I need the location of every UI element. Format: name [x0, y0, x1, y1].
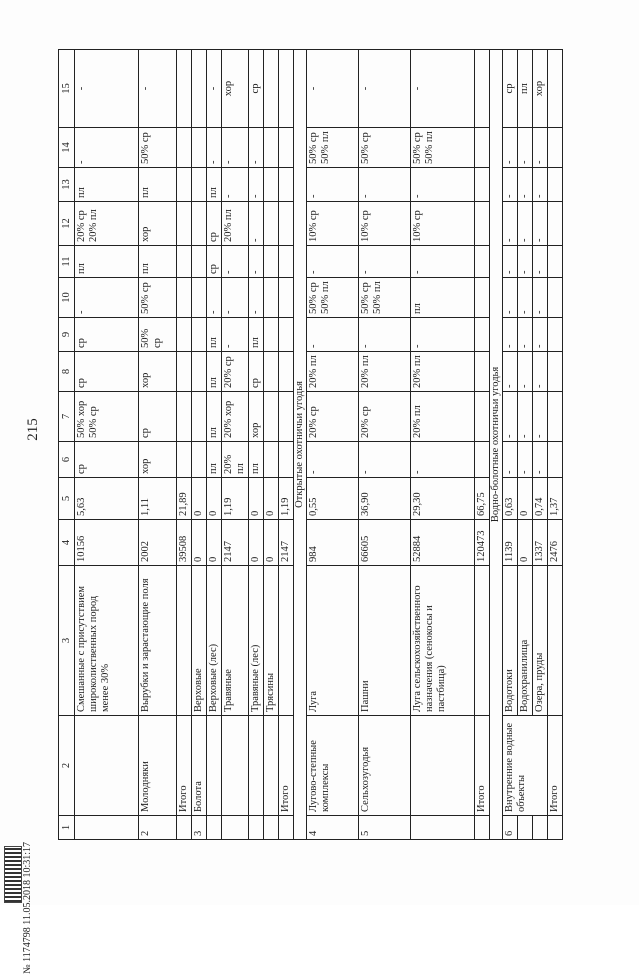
table-cell: 66605: [359, 520, 411, 566]
subtotal-row: [279, 50, 294, 840]
table-cell: 1,19: [222, 478, 249, 520]
table-cell: [475, 318, 490, 352]
table-cell: Верховые: [192, 566, 207, 716]
table-cell: -: [222, 318, 249, 352]
table-cell: 50% ср 50% пл: [411, 128, 475, 168]
section-title: Открытые охотничьи угодья: [294, 50, 307, 840]
table-cell: -: [518, 352, 533, 392]
table-cell: 52884: [411, 520, 475, 566]
table-cell: [475, 392, 490, 442]
table-cell: ср: [503, 50, 518, 128]
table-cell: 2002: [139, 520, 177, 566]
table-cell: [264, 716, 279, 816]
table-cell: 29,30: [411, 478, 475, 520]
table-cell: пл: [207, 352, 222, 392]
table-cell: 0: [249, 478, 264, 520]
table-cell: ср: [75, 352, 139, 392]
table-cell: -: [411, 50, 475, 128]
table-cell: -: [207, 128, 222, 168]
table-cell: 1337: [533, 520, 548, 566]
header-cell: 8: [59, 352, 75, 392]
table-cell: [177, 202, 192, 246]
table-cell: -: [533, 392, 548, 442]
table-cell: Лугово-степные комплексы: [307, 716, 359, 816]
header-cell: 6: [59, 442, 75, 478]
table-cell: 50% ср: [139, 318, 177, 352]
table-cell: 20% ср 20% пл: [75, 202, 139, 246]
table-cell: -: [307, 246, 359, 278]
table-cell: [177, 50, 192, 128]
table-cell: [279, 278, 294, 318]
table-cell: 0: [249, 520, 264, 566]
table-cell: Итого: [475, 716, 490, 816]
table-cell: 2147: [222, 520, 249, 566]
table-cell: [548, 352, 563, 392]
subtotal-row: [177, 50, 192, 840]
table-cell: -: [307, 442, 359, 478]
table-cell: Смешанные с присутствием широколиственных пород менее 30%: [75, 566, 139, 716]
table-cell: Итого: [279, 716, 294, 816]
table-cell: 0: [518, 478, 533, 520]
table-cell: [177, 318, 192, 352]
table-cell: 5,63: [75, 478, 139, 520]
table-cell: пл: [249, 442, 264, 478]
table-cell: Сельхозугодья: [359, 716, 411, 816]
table-cell: [518, 816, 533, 840]
table-cell: -: [359, 50, 411, 128]
table-cell: 66,75: [475, 478, 490, 520]
table-cell: [548, 816, 563, 840]
table-cell: ср: [207, 202, 222, 246]
table-cell: 0: [264, 520, 279, 566]
table-cell: -: [503, 202, 518, 246]
table-cell: -: [222, 168, 249, 202]
table-cell: [192, 128, 207, 168]
table-row: [222, 50, 249, 840]
table-row: [75, 50, 139, 840]
table-cell: 0: [192, 520, 207, 566]
table-cell: 50% ср: [139, 128, 177, 168]
table-cell: пл: [75, 246, 139, 278]
table-cell: [177, 278, 192, 318]
table-cell: -: [533, 128, 548, 168]
table-cell: [279, 128, 294, 168]
table-cell: [475, 246, 490, 278]
header-cell: 15: [59, 50, 75, 128]
table-cell: [548, 128, 563, 168]
table-cell: 1,19: [279, 478, 294, 520]
table-cell: ср: [207, 246, 222, 278]
table-cell: [475, 202, 490, 246]
table-cell: [279, 816, 294, 840]
table-cell: Внутренние водные объекты: [503, 716, 548, 816]
table-cell: Вырубки и зарастающие поля: [139, 566, 177, 716]
table-cell: -: [359, 318, 411, 352]
table-cell: 1,11: [139, 478, 177, 520]
table-cell: [264, 392, 279, 442]
table-cell: Пашни: [359, 566, 411, 716]
table-cell: 0,74: [533, 478, 548, 520]
table-cell: -: [75, 50, 139, 128]
table-cell: 10% ср: [307, 202, 359, 246]
table-cell: [177, 566, 192, 716]
table-cell: [548, 442, 563, 478]
table-cell: -: [307, 50, 359, 128]
table-cell: [192, 278, 207, 318]
table-cell: 0: [207, 520, 222, 566]
header-cell: 9: [59, 318, 75, 352]
table-cell: -: [518, 392, 533, 442]
table-cell: 1139: [503, 520, 518, 566]
header-cell: 10: [59, 278, 75, 318]
table-cell: -: [533, 168, 548, 202]
table-cell: [475, 128, 490, 168]
table-cell: 20% хор: [222, 392, 249, 442]
table-cell: -: [533, 442, 548, 478]
table-cell: Водотоки: [503, 566, 518, 716]
table-row: [307, 50, 359, 840]
table-cell: -: [503, 246, 518, 278]
table-cell: [264, 442, 279, 478]
header-cell: 7: [59, 392, 75, 442]
table-cell: [192, 392, 207, 442]
table-cell: [548, 278, 563, 318]
table-cell: [279, 442, 294, 478]
table-cell: -: [503, 278, 518, 318]
table-cell: 20% ср: [359, 392, 411, 442]
table-cell: [264, 318, 279, 352]
table-cell: -: [139, 50, 177, 128]
table-cell: [264, 168, 279, 202]
table-cell: пл: [207, 318, 222, 352]
table-cell: [279, 318, 294, 352]
table-cell: -: [359, 246, 411, 278]
table-cell: [75, 716, 139, 816]
table-cell: 39508: [177, 520, 192, 566]
table-cell: ср: [249, 352, 264, 392]
header-cell: 12: [59, 202, 75, 246]
table-cell: 50% ср 50% пл: [307, 128, 359, 168]
table-cell: -: [249, 128, 264, 168]
table-cell: 36,90: [359, 478, 411, 520]
table-cell: [177, 816, 192, 840]
table-cell: [411, 816, 475, 840]
table-cell: [264, 816, 279, 840]
section-row: [294, 50, 307, 840]
table-cell: [475, 352, 490, 392]
table-cell: -: [533, 352, 548, 392]
table-cell: [548, 246, 563, 278]
table-cell: [279, 202, 294, 246]
table-cell: -: [411, 246, 475, 278]
table-cell: 0,55: [307, 478, 359, 520]
table-cell: пл: [411, 278, 475, 318]
table-row: [139, 50, 177, 840]
table-cell: [548, 566, 563, 716]
table-cell: [548, 202, 563, 246]
table-cell: хор: [249, 392, 264, 442]
table-cell: 1,37: [548, 478, 563, 520]
table-cell: -: [207, 278, 222, 318]
table-cell: хор: [533, 50, 548, 128]
table-cell: 0: [264, 478, 279, 520]
table-cell: [279, 50, 294, 128]
table-cell: [475, 278, 490, 318]
table-cell: [279, 168, 294, 202]
table-cell: [177, 128, 192, 168]
table-cell: 50% ср 50% пл: [359, 278, 411, 318]
table-cell: -: [518, 246, 533, 278]
table-cell: ср: [139, 392, 177, 442]
table-cell: -: [207, 50, 222, 128]
table-cell: Травяные (лес): [249, 566, 264, 716]
table-cell: [279, 392, 294, 442]
table-cell: 6: [503, 816, 518, 840]
rotated-table-container: [58, 50, 563, 840]
table-row: [503, 50, 518, 840]
table-cell: 0,63: [503, 478, 518, 520]
table-cell: [222, 716, 249, 816]
table-cell: 2476: [548, 520, 563, 566]
page-number: 215: [24, 418, 41, 441]
table-cell: пл: [249, 318, 264, 352]
table-cell: -: [518, 318, 533, 352]
table-cell: -: [222, 278, 249, 318]
table-cell: -: [249, 202, 264, 246]
table-cell: -: [503, 392, 518, 442]
table-cell: 20% пл: [307, 352, 359, 392]
table-cell: -: [359, 442, 411, 478]
table-cell: -: [503, 442, 518, 478]
header-row: [59, 50, 75, 840]
table-cell: пл: [207, 442, 222, 478]
table-cell: Луга сельскохозяйственного назначения (сенокосы и пастбища): [411, 566, 475, 716]
table-cell: хор: [139, 442, 177, 478]
table-cell: 3: [192, 816, 207, 840]
table-cell: 120473: [475, 520, 490, 566]
section-row: [490, 50, 503, 840]
table-cell: [548, 392, 563, 442]
table-cell: [249, 816, 264, 840]
table-cell: 20% пл: [411, 352, 475, 392]
table-cell: [192, 318, 207, 352]
table-cell: [177, 442, 192, 478]
hunting-grounds-table: [58, 49, 563, 840]
header-cell: 13: [59, 168, 75, 202]
table-cell: хор: [139, 202, 177, 246]
table-cell: 0: [518, 520, 533, 566]
table-cell: -: [503, 318, 518, 352]
table-cell: -: [75, 278, 139, 318]
table-cell: [222, 816, 249, 840]
table-row: [192, 50, 207, 840]
table-cell: -: [249, 278, 264, 318]
table-cell: -: [503, 168, 518, 202]
table-cell: 20% ср: [222, 352, 249, 392]
table-cell: -: [249, 168, 264, 202]
table-cell: Озера, пруды: [533, 566, 548, 716]
table-cell: 10% ср: [411, 202, 475, 246]
table-cell: [264, 246, 279, 278]
table-cell: 0: [192, 478, 207, 520]
table-cell: 20% пл: [222, 442, 249, 478]
table-cell: Молодняки: [139, 716, 177, 816]
header-cell: 2: [59, 716, 75, 816]
table-cell: -: [411, 442, 475, 478]
header-cell: 14: [59, 128, 75, 168]
table-cell: [264, 352, 279, 392]
table-cell: [177, 246, 192, 278]
table-cell: [192, 352, 207, 392]
table-cell: -: [503, 128, 518, 168]
subtotal-row: [548, 50, 563, 840]
table-cell: Итого: [177, 716, 192, 816]
table-cell: [177, 168, 192, 202]
table-cell: -: [411, 318, 475, 352]
table-cell: 10% ср: [359, 202, 411, 246]
table-cell: ср: [249, 50, 264, 128]
table-cell: [411, 716, 475, 816]
table-cell: [192, 50, 207, 128]
table-cell: [279, 566, 294, 716]
table-cell: 20% пл: [411, 392, 475, 442]
table-cell: Болота: [192, 716, 207, 816]
table-row: [359, 50, 411, 840]
table-cell: 984: [307, 520, 359, 566]
document-stamp: № 1174798 11.05.2018 10:31:17: [22, 842, 33, 974]
table-row: [264, 50, 279, 840]
table-cell: -: [249, 246, 264, 278]
table-cell: [279, 352, 294, 392]
table-row: [207, 50, 222, 840]
table-cell: пл: [518, 50, 533, 128]
table-cell: [249, 716, 264, 816]
table-cell: пл: [207, 392, 222, 442]
table-cell: хор: [139, 352, 177, 392]
table-cell: Луга: [307, 566, 359, 716]
table-cell: 5: [359, 816, 411, 840]
table-cell: Водохранилища: [518, 566, 533, 716]
table-cell: пл: [75, 168, 139, 202]
table-cell: ср: [75, 318, 139, 352]
table-cell: [192, 246, 207, 278]
table-cell: 50% ср: [359, 128, 411, 168]
subtotal-row: [475, 50, 490, 840]
table-cell: ср: [75, 442, 139, 478]
table-cell: [207, 716, 222, 816]
header-cell: 3: [59, 566, 75, 716]
table-cell: -: [518, 128, 533, 168]
table-row: [411, 50, 475, 840]
table-cell: -: [533, 278, 548, 318]
table-cell: 20% пл: [222, 202, 249, 246]
table-cell: [475, 566, 490, 716]
table-row: [249, 50, 264, 840]
table-cell: хор: [222, 50, 249, 128]
table-cell: [264, 50, 279, 128]
table-cell: -: [533, 318, 548, 352]
table-cell: 21,89: [177, 478, 192, 520]
table-cell: [177, 352, 192, 392]
table-cell: [475, 816, 490, 840]
table-cell: [75, 816, 139, 840]
table-cell: 50% ср: [139, 278, 177, 318]
table-cell: Трясины: [264, 566, 279, 716]
header-cell: 5: [59, 478, 75, 520]
table-cell: [548, 318, 563, 352]
table-cell: [264, 202, 279, 246]
table-cell: -: [75, 128, 139, 168]
table-cell: -: [518, 202, 533, 246]
header-cell: 1: [59, 816, 75, 840]
header-cell: 4: [59, 520, 75, 566]
table-cell: [279, 246, 294, 278]
table-cell: 2147: [279, 520, 294, 566]
table-cell: Верховые (лес): [207, 566, 222, 716]
table-cell: [548, 50, 563, 128]
barcode-icon: [4, 846, 22, 903]
table-cell: 4: [307, 816, 359, 840]
section-title: Водно-болотные охотничьи угодья: [490, 50, 503, 840]
table-cell: [192, 168, 207, 202]
table-cell: [192, 202, 207, 246]
table-cell: -: [533, 202, 548, 246]
table-cell: -: [518, 168, 533, 202]
table-cell: -: [518, 278, 533, 318]
table-cell: пл: [139, 246, 177, 278]
table-cell: 2: [139, 816, 177, 840]
table-cell: [475, 168, 490, 202]
table-cell: -: [411, 168, 475, 202]
table-cell: -: [222, 246, 249, 278]
table-cell: Итого: [548, 716, 563, 816]
table-cell: [192, 442, 207, 478]
table-cell: [475, 442, 490, 478]
table-cell: 10156: [75, 520, 139, 566]
table-cell: 20% ср: [307, 392, 359, 442]
table-cell: 50% хор 50% ср: [75, 392, 139, 442]
table-cell: 50% ср 50% пл: [307, 278, 359, 318]
table-cell: Травяные: [222, 566, 249, 716]
table-cell: [264, 278, 279, 318]
table-cell: -: [307, 318, 359, 352]
table-cell: -: [222, 128, 249, 168]
table-cell: -: [359, 168, 411, 202]
table-cell: [264, 128, 279, 168]
table-cell: -: [503, 352, 518, 392]
table-cell: [548, 168, 563, 202]
table-cell: пл: [207, 168, 222, 202]
table-cell: [533, 816, 548, 840]
table-cell: -: [307, 168, 359, 202]
table-cell: 0: [207, 478, 222, 520]
table-cell: пл: [139, 168, 177, 202]
table-cell: [177, 392, 192, 442]
table-cell: 20% пл: [359, 352, 411, 392]
table-cell: [475, 50, 490, 128]
header-cell: 11: [59, 246, 75, 278]
table-cell: -: [518, 442, 533, 478]
table-cell: -: [533, 246, 548, 278]
table-cell: [207, 816, 222, 840]
